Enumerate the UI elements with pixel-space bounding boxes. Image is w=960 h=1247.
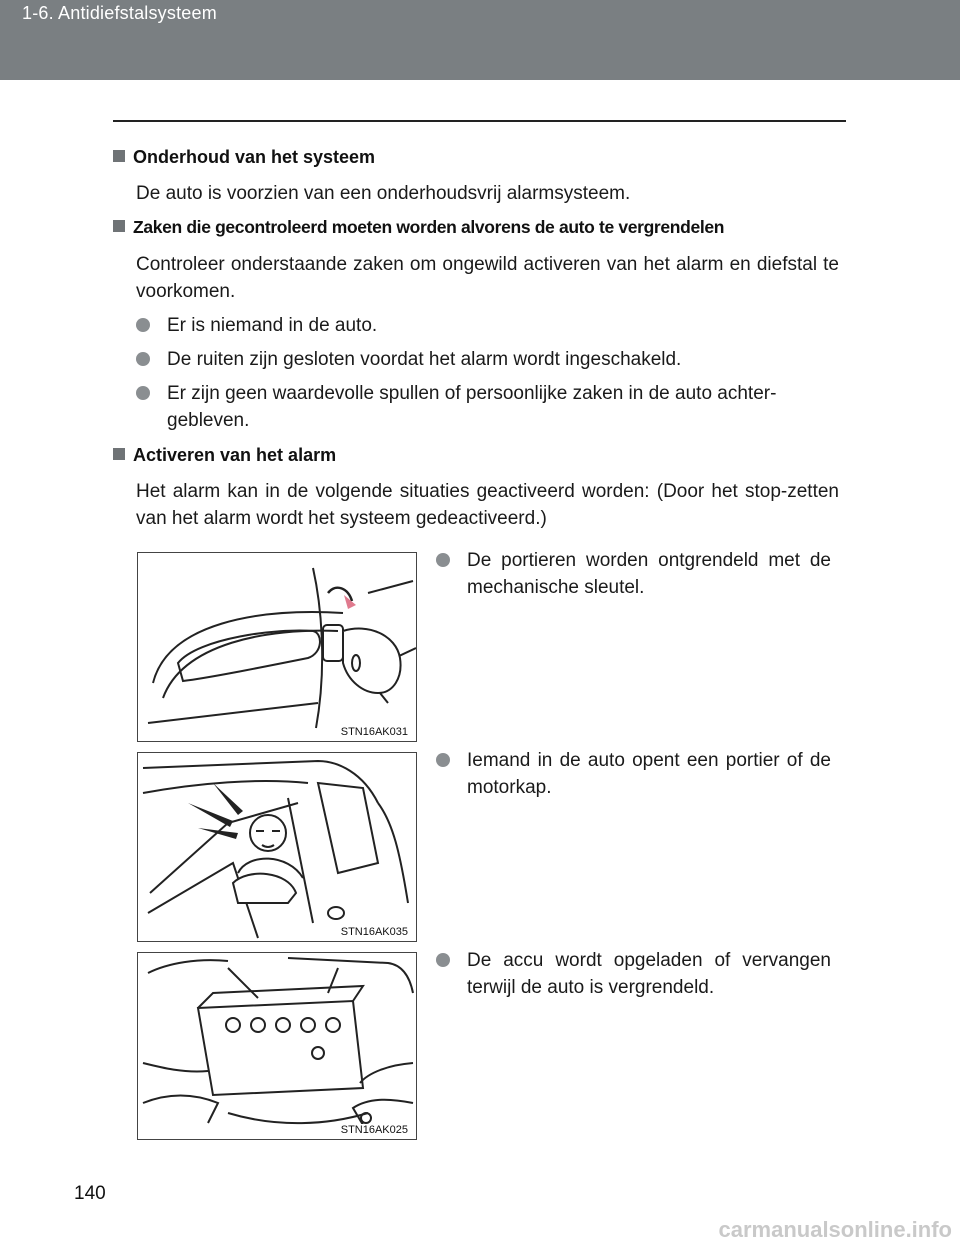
bullet-dot-icon bbox=[436, 553, 450, 567]
paragraph-checks: Controleer onderstaande zaken om ongewild activeren van het alarm en diefstal te voorkomen. bbox=[136, 254, 839, 302]
paragraph-maintenance: De auto is voorzien van een onderhoudsvrij alarmsysteem. bbox=[136, 183, 631, 204]
trigger-item: De portieren worden ontgrendeld met de mechanische sleutel. bbox=[436, 547, 831, 601]
trigger-item: Iemand in de auto opent een portier of de motorkap. bbox=[436, 747, 831, 801]
bullet-dot-icon bbox=[436, 753, 450, 767]
heading-activation: Activeren van het alarm bbox=[113, 445, 336, 466]
paragraph-activation: Het alarm kan in de volgende situaties geactiveerd worden: (Door het stop-zetten van het alarm wordt het systeem gedeactiveerd.) bbox=[136, 481, 839, 529]
page-number: 140 bbox=[74, 1183, 106, 1204]
square-bullet-icon bbox=[113, 448, 125, 460]
bullet-dot-icon bbox=[136, 386, 150, 400]
figure-code: STN16AK031 bbox=[340, 726, 408, 738]
bullet-dot-icon bbox=[436, 953, 450, 967]
figure-open-door bbox=[137, 752, 417, 942]
heading-maintenance: Onderhoud van het systeem bbox=[113, 147, 375, 168]
trigger-item: De accu wordt opgeladen of vervangen terwijl de auto is vergrendeld. bbox=[436, 947, 831, 1001]
open-door-illustration bbox=[138, 753, 417, 942]
check-item: Er is niemand in de auto. bbox=[136, 312, 836, 339]
door-key-illustration bbox=[138, 553, 417, 742]
check-item: Er zijn geen waardevolle spullen of persoonlijke zaken in de auto achter-gebleven. bbox=[136, 380, 836, 434]
top-rule bbox=[113, 120, 846, 122]
watermark: carmanualsonline.info bbox=[718, 1217, 952, 1242]
page-header bbox=[0, 0, 960, 80]
figure-code: STN16AK035 bbox=[340, 926, 408, 938]
section-title: 1-6. Antidiefstalsysteem bbox=[22, 3, 217, 23]
heading-checks: Zaken die gecontroleerd moeten worden alvorens de auto te vergrendelen bbox=[113, 217, 724, 238]
square-bullet-icon bbox=[113, 150, 125, 162]
figure-battery bbox=[137, 952, 417, 1140]
check-item: De ruiten zijn gesloten voordat het alarm wordt ingeschakeld. bbox=[136, 346, 836, 373]
square-bullet-icon bbox=[113, 220, 125, 232]
figure-code: STN16AK025 bbox=[340, 1124, 408, 1136]
battery-illustration bbox=[138, 953, 417, 1140]
bullet-dot-icon bbox=[136, 352, 150, 366]
figure-door-key bbox=[137, 552, 417, 742]
bullet-dot-icon bbox=[136, 318, 150, 332]
